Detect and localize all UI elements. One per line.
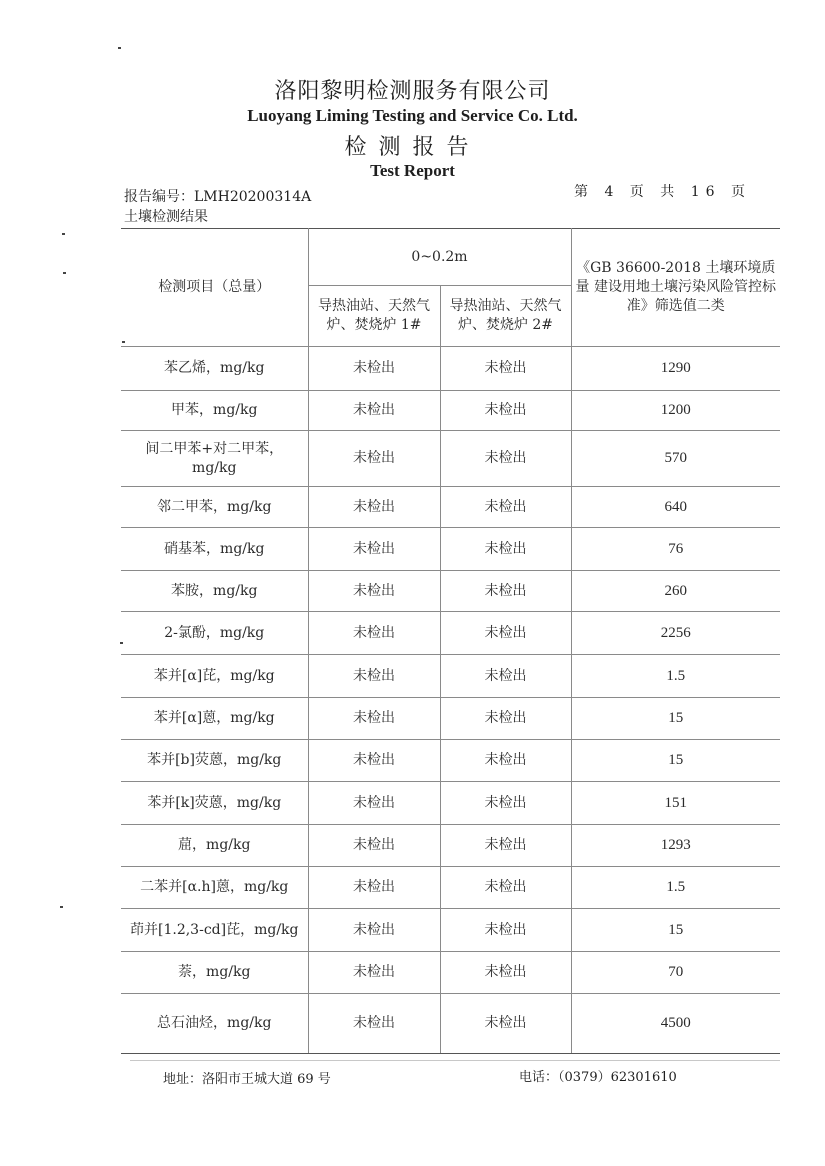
cell-standard-value: 260 bbox=[571, 571, 780, 612]
cell-standard-value: 15 bbox=[571, 909, 780, 952]
table-header-row bbox=[121, 229, 780, 286]
scan-speck bbox=[122, 341, 125, 343]
cell-standard-value: 4500 bbox=[571, 994, 780, 1054]
cell-item: 苯胺，mg/kg bbox=[121, 571, 308, 612]
table-row bbox=[121, 782, 780, 825]
cell-sample-2-result: 未检出 bbox=[440, 528, 571, 571]
table-row bbox=[121, 655, 780, 698]
section-title: 土壤检测结果 bbox=[124, 209, 208, 225]
scan-speck bbox=[118, 47, 121, 49]
cell-sample-2-result: 未检出 bbox=[440, 909, 571, 952]
cell-standard-value: 1293 bbox=[571, 825, 780, 867]
scan-speck bbox=[63, 272, 66, 274]
column-header-standard: 《GB 36600-2018 土壤环境质量 建设用地土壤污染风险管控标准》筛选值二类 bbox=[571, 229, 780, 347]
scan-speck bbox=[62, 233, 65, 235]
table-row bbox=[121, 825, 780, 867]
cell-standard-value: 570 bbox=[571, 431, 780, 487]
footer-divider bbox=[130, 1060, 780, 1061]
table-row bbox=[121, 909, 780, 952]
cell-standard-value: 15 bbox=[571, 740, 780, 782]
cell-standard-value: 640 bbox=[571, 487, 780, 528]
cell-sample-1-result: 未检出 bbox=[308, 528, 440, 571]
page-number: 第 4 页 共 16 页 bbox=[574, 184, 751, 200]
table-row bbox=[121, 347, 780, 391]
cell-sample-1-result: 未检出 bbox=[308, 740, 440, 782]
table-row bbox=[121, 994, 780, 1054]
cell-sample-1-result: 未检出 bbox=[308, 909, 440, 952]
cell-sample-1-result: 未检出 bbox=[308, 431, 440, 487]
cell-sample-2-result: 未检出 bbox=[440, 431, 571, 487]
cell-item: 总石油烃，mg/kg bbox=[121, 994, 308, 1054]
table-row bbox=[121, 528, 780, 571]
company-name-cn: 洛阳黎明检测服务有限公司 bbox=[274, 79, 551, 104]
cell-item: 萘，mg/kg bbox=[121, 952, 308, 994]
cell-standard-value: 1.5 bbox=[571, 867, 780, 909]
results-table bbox=[121, 228, 780, 1054]
cell-sample-2-result: 未检出 bbox=[440, 782, 571, 825]
cell-sample-2-result: 未检出 bbox=[440, 571, 571, 612]
column-header-sample-1: 导热油站、天然气炉、焚烧炉 1# bbox=[308, 286, 440, 347]
cell-item: 2-氯酚，mg/kg bbox=[121, 612, 308, 655]
cell-sample-1-result: 未检出 bbox=[308, 698, 440, 740]
report-title-cn: 检测报告 bbox=[344, 135, 481, 160]
footer-address: 地址：洛阳市王城大道 69 号 bbox=[163, 1072, 331, 1087]
cell-sample-1-result: 未检出 bbox=[308, 952, 440, 994]
table-row bbox=[121, 740, 780, 782]
cell-sample-2-result: 未检出 bbox=[440, 347, 571, 391]
cell-sample-1-result: 未检出 bbox=[308, 612, 440, 655]
cell-sample-1-result: 未检出 bbox=[308, 347, 440, 391]
cell-sample-1-result: 未检出 bbox=[308, 994, 440, 1054]
footer-phone: 电话：（0379）62301610 bbox=[519, 1070, 677, 1085]
cell-standard-value: 15 bbox=[571, 698, 780, 740]
cell-standard-value: 1290 bbox=[571, 347, 780, 391]
cell-standard-value: 76 bbox=[571, 528, 780, 571]
report-title-en: Test Report bbox=[370, 161, 455, 180]
cell-standard-value: 2256 bbox=[571, 612, 780, 655]
cell-sample-1-result: 未检出 bbox=[308, 487, 440, 528]
cell-sample-2-result: 未检出 bbox=[440, 612, 571, 655]
cell-sample-2-result: 未检出 bbox=[440, 740, 571, 782]
cell-item: 苯乙烯，mg/kg bbox=[121, 347, 308, 391]
table-row bbox=[121, 612, 780, 655]
cell-item: 二苯并[α.h]蒽，mg/kg bbox=[121, 867, 308, 909]
cell-item: 甲苯，mg/kg bbox=[121, 391, 308, 431]
table-row bbox=[121, 431, 780, 487]
cell-sample-2-result: 未检出 bbox=[440, 698, 571, 740]
table-row bbox=[121, 487, 780, 528]
cell-sample-1-result: 未检出 bbox=[308, 825, 440, 867]
column-header-item: 检测项目（总量） bbox=[121, 229, 308, 347]
cell-standard-value: 1.5 bbox=[571, 655, 780, 698]
cell-item: 邻二甲苯，mg/kg bbox=[121, 487, 308, 528]
table-row bbox=[121, 867, 780, 909]
cell-item: 间二甲苯+对二甲苯，mg/kg bbox=[121, 431, 308, 487]
cell-sample-1-result: 未检出 bbox=[308, 782, 440, 825]
table-row bbox=[121, 391, 780, 431]
cell-item: 䓛，mg/kg bbox=[121, 825, 308, 867]
company-name-en: Luoyang Liming Testing and Service Co. Ltd. bbox=[247, 106, 578, 125]
cell-sample-2-result: 未检出 bbox=[440, 994, 571, 1054]
cell-sample-1-result: 未检出 bbox=[308, 655, 440, 698]
column-header-depth: 0~0.2m bbox=[308, 229, 571, 286]
cell-sample-1-result: 未检出 bbox=[308, 391, 440, 431]
cell-standard-value: 151 bbox=[571, 782, 780, 825]
table-row bbox=[121, 952, 780, 994]
table-row bbox=[121, 571, 780, 612]
cell-sample-2-result: 未检出 bbox=[440, 655, 571, 698]
cell-sample-2-result: 未检出 bbox=[440, 952, 571, 994]
cell-sample-2-result: 未检出 bbox=[440, 487, 571, 528]
cell-sample-2-result: 未检出 bbox=[440, 867, 571, 909]
scan-speck bbox=[60, 906, 63, 908]
report-number: 报告编号：LMH20200314A bbox=[124, 189, 312, 205]
cell-item: 苯并[α]蒽，mg/kg bbox=[121, 698, 308, 740]
cell-item: 苯并[b]荧蒽，mg/kg bbox=[121, 740, 308, 782]
cell-standard-value: 70 bbox=[571, 952, 780, 994]
cell-item: 茚并[1.2,3-cd]芘，mg/kg bbox=[121, 909, 308, 952]
cell-item: 苯并[k]荧蒽，mg/kg bbox=[121, 782, 308, 825]
cell-sample-2-result: 未检出 bbox=[440, 391, 571, 431]
cell-sample-1-result: 未检出 bbox=[308, 571, 440, 612]
scan-speck bbox=[120, 642, 123, 644]
column-header-sample-2: 导热油站、天然气炉、焚烧炉 2# bbox=[440, 286, 571, 347]
cell-sample-2-result: 未检出 bbox=[440, 825, 571, 867]
table-row bbox=[121, 698, 780, 740]
cell-sample-1-result: 未检出 bbox=[308, 867, 440, 909]
cell-item: 硝基苯，mg/kg bbox=[121, 528, 308, 571]
cell-item: 苯并[α]芘，mg/kg bbox=[121, 655, 308, 698]
cell-standard-value: 1200 bbox=[571, 391, 780, 431]
table-body bbox=[121, 347, 780, 1054]
